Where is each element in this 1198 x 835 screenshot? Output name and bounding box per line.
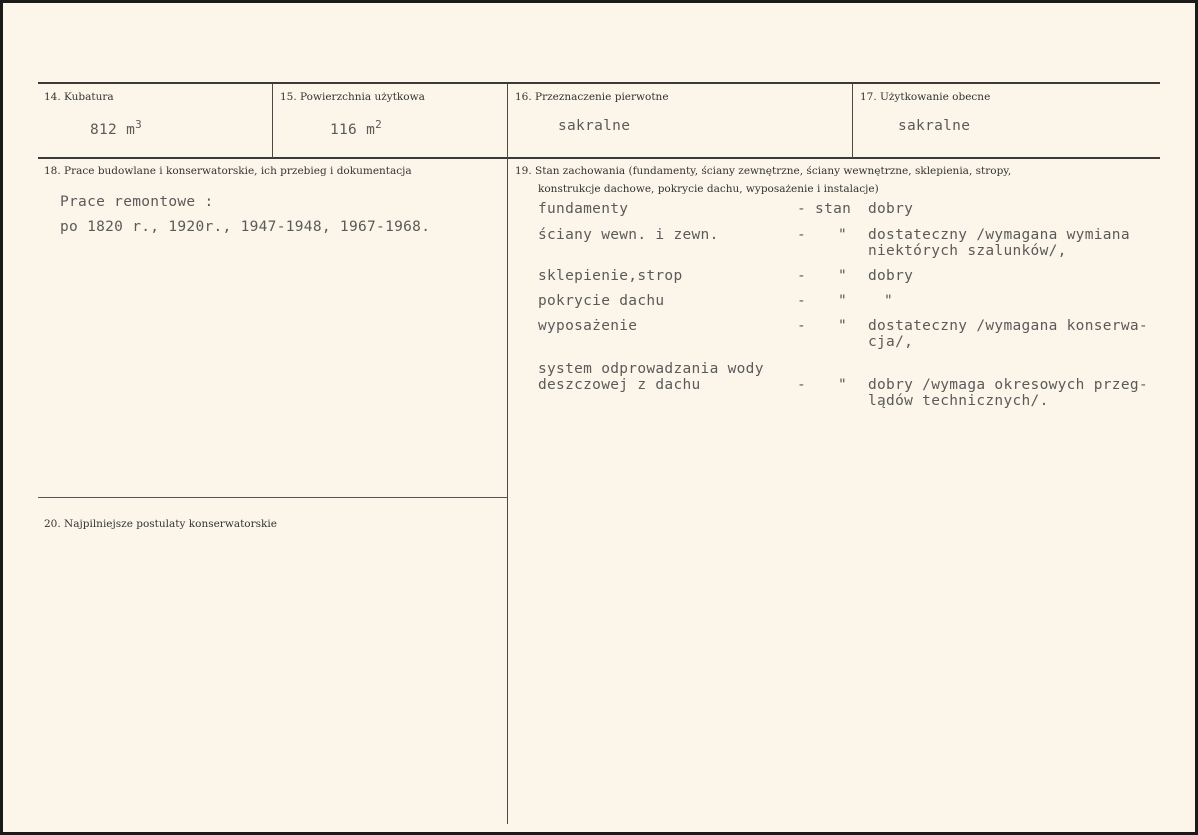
prace-line-2: po 1820 r., 1920r., 1947-1948, 1967-1968.	[60, 219, 431, 235]
value-uzytkowanie: sakralne	[898, 118, 971, 134]
stan-desc-sklepienie: dobry	[868, 268, 914, 284]
header-kubatura: 14. Kubatura	[44, 91, 114, 103]
stan-quote-sciany: "	[838, 227, 848, 243]
value-powierzchnia	[330, 118, 382, 138]
stan-desc2-wyposazenie: cja/,	[868, 334, 914, 350]
stan-dash-system: -	[797, 377, 807, 393]
stan-dash-pokrycie: -	[797, 293, 807, 309]
stan-quote-wyposazenie: "	[838, 318, 848, 334]
powierzchnia-exponent: 2	[375, 118, 383, 131]
section-20-rule	[38, 497, 508, 498]
header-przeznaczenie: 16. Przeznaczenie pierwotne	[515, 91, 669, 103]
stan-item-wyposazenie: wyposażenie	[538, 318, 638, 334]
stan-dash-wyposazenie: -	[797, 318, 807, 334]
header-powierzchnia: 15. Powierzchnia użytkowa	[280, 91, 425, 103]
divider-14-15	[272, 84, 273, 158]
prace-line-1: Prace remontowe :	[60, 194, 214, 210]
stan-item-sciany: ściany wewn. i zewn.	[538, 227, 719, 243]
header-uzytkowanie: 17. Użytkowanie obecne	[860, 91, 991, 103]
stan-desc-wyposazenie: dostateczny /wymagana konserwa-	[868, 318, 1148, 334]
stan-item-system: system odprowadzania wody	[538, 361, 764, 377]
top-rule	[38, 82, 1160, 84]
divider-16-17	[852, 84, 853, 158]
stan-desc2-system: lądów technicznych/.	[868, 393, 1049, 409]
header-stan-line-2: konstrukcje dachowe, pokrycie dachu, wyposażenie i instalacje)	[538, 183, 879, 195]
divider-main	[507, 84, 508, 824]
stan-item-sklepienie: sklepienie,strop	[538, 268, 683, 284]
kubatura-number: 812 m	[90, 121, 136, 138]
stan-quote-system: "	[838, 377, 848, 393]
stan-desc-pokrycie: "	[884, 293, 894, 309]
stan-dash-sklepienie: -	[797, 268, 807, 284]
stan-desc-system: dobry /wymaga okresowych przeg-	[868, 377, 1148, 393]
stan-desc2-sciany: niektórych szalunków/,	[868, 243, 1067, 259]
header-postulaty: 20. Najpilniejsze postulaty konserwatorskie	[44, 518, 277, 530]
kubatura-exponent: 3	[135, 118, 143, 131]
stan-item2-system: deszczowej z dachu	[538, 377, 701, 393]
stan-desc-sciany: dostateczny /wymagana wymiana	[868, 227, 1130, 243]
stan-item-pokrycie: pokrycie dachu	[538, 293, 665, 309]
stan-desc-fundamenty: dobry	[868, 201, 914, 217]
powierzchnia-number: 116 m	[330, 121, 376, 138]
stan-quote-pokrycie: "	[838, 293, 848, 309]
stan-quote-sklepienie: "	[838, 268, 848, 284]
header-stan-line-1: 19. Stan zachowania (fundamenty, ściany zewnętrzne, ściany wewnętrzne, sklepienia, stropy,	[515, 165, 1012, 177]
stan-dash-sciany: -	[797, 227, 807, 243]
middle-rule	[38, 157, 1160, 159]
header-prace: 18. Prace budowlane i konserwatorskie, ich przebieg i dokumentacja	[44, 165, 412, 177]
value-kubatura	[90, 118, 142, 138]
stan-item-fundamenty: fundamenty	[538, 201, 629, 217]
value-przeznaczenie: sakralne	[558, 118, 631, 134]
stan-dash-fundamenty: - stan	[797, 201, 852, 217]
